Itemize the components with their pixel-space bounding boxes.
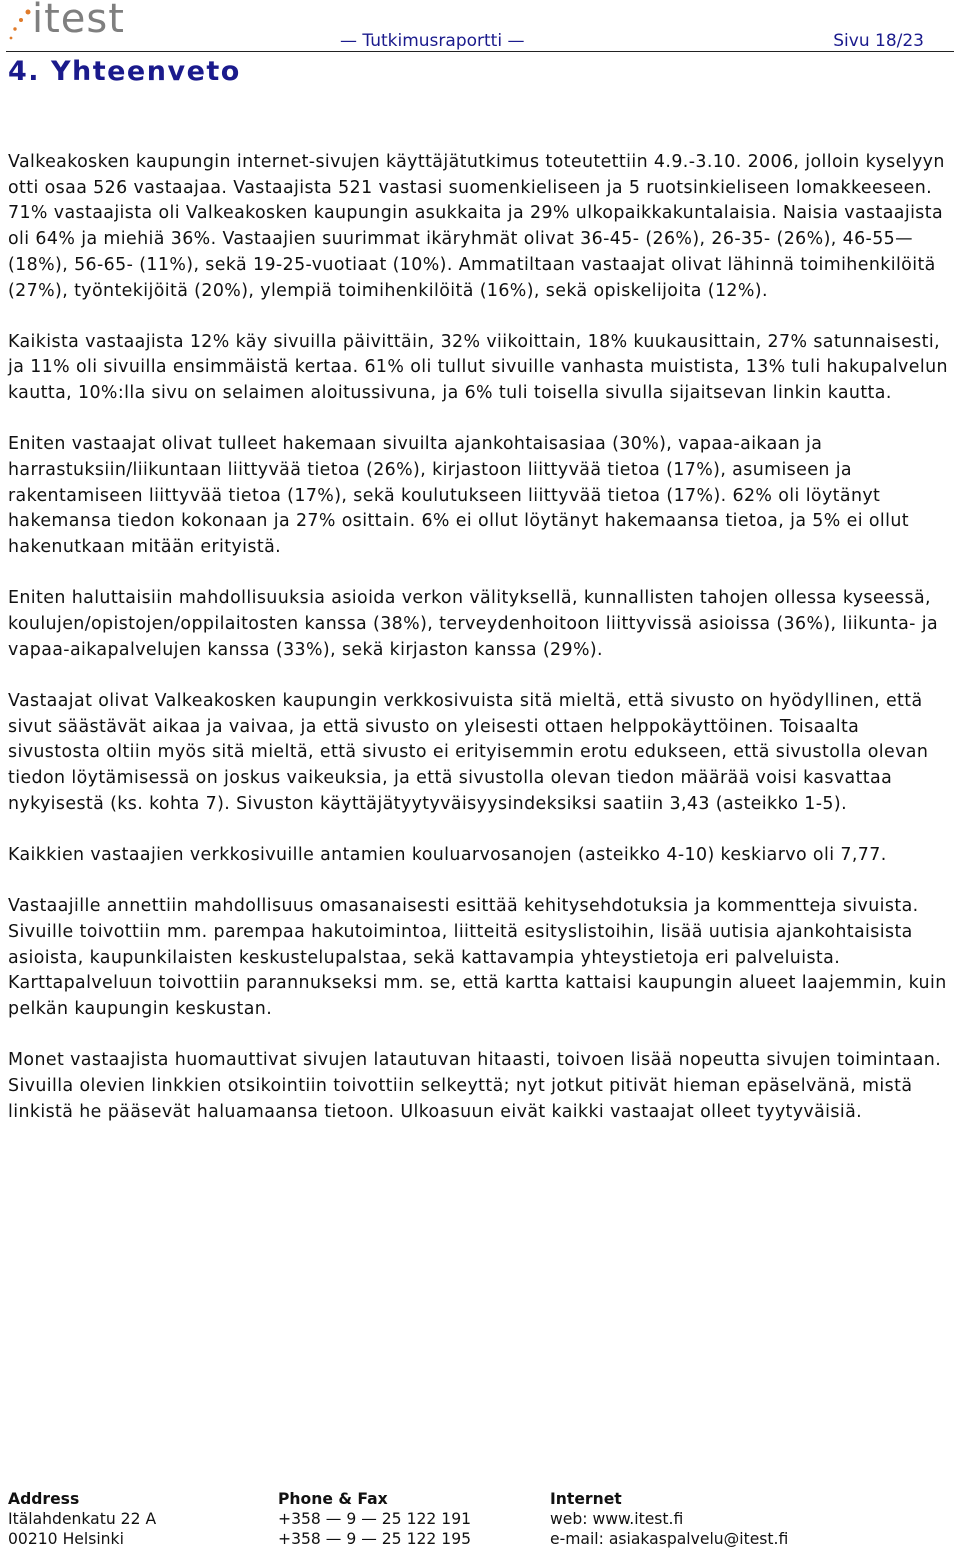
footer-web-link[interactable]: web: www.itest.fi: [550, 1510, 684, 1528]
footer-fax-number: +358 — 9 — 25 122 195: [278, 1530, 472, 1548]
footer-phone-heading: Phone & Fax: [278, 1490, 388, 1508]
footer-city: 00210 Helsinki: [8, 1530, 124, 1548]
footer-internet: [550, 1489, 788, 1549]
logo-text: itest: [32, 0, 125, 42]
paragraph-suggestions: Vastaajille annettiin mahdollisuus omasanaisesti esittää kehitysehdotuksia ja kommentteja sivuista. Sivuille toivottiin mm. parempaa hakutoimintoa, liitteitä esityslistoihin, lisää uutisia ajankohtaisista asioista, kaupunkilaisten keskustelupalstaa, sekä kattavampia yhteystietoja eri palveluista. Karttapalveluun toivottiin parannukseksi mm. se, että kartta kattaisi kaupungin alueet laajemmin, kuin pelkän kaupungin keskustan.: [8, 896, 947, 1019]
footer-phone: [278, 1489, 471, 1549]
logo-swoosh-icon: [6, 8, 34, 46]
footer-email-link[interactable]: e-mail: asiakaspalvelu@itest.fi: [550, 1530, 789, 1548]
paragraph-respondents: Valkeakosken kaupungin internet-sivujen käyttäjätutkimus toteutettiin 4.9.-3.10. 2006, jolloin kyselyyn otti osaa 526 vastaajaa. Vastaajista 521 vastasi suomenkieliseen ja 5 ruotsinkieliseen lomakkeeseen. 71% vastaajista oli Valkeakosken kaupungin asukkaita ja 29% ulkopaikkakuntalaisia. Naisia vastaajista oli 64% ja miehiä 36%. Vastaajien suurimmat ikäryhmät olivat 36-45- (26%), 26-35- (26%), 46-55— (18%), 56-65- (11%), sekä 19-25-vuotiaat (10%). Ammatiltaan vastaajat olivat lähinnä toimihenkilöitä (27%), työntekijöitä (20%), ylempiä toimihenkilöitä (16%), sekä opiskelijoita (12%).: [8, 152, 945, 301]
header-divider: [6, 51, 954, 52]
footer-phone-number: +358 — 9 — 25 122 191: [278, 1510, 472, 1528]
footer-address: [8, 1489, 156, 1549]
page-number: Sivu 18/23: [833, 31, 924, 51]
paragraph-online-services: Eniten haluttaisiin mahdollisuuksia asioida verkon välityksellä, kunnallisten tahojen ollessa kyseessä, koulujen/opistojen/oppilaitosten kanssa (38%), terveydenhoitoon liittyvissä asioissa (36%), liikunta- ja vapaa-aikapalvelujen kanssa (33%), sekä kirjaston kanssa (29%).: [8, 588, 939, 660]
footer-street: Itälahdenkatu 22 A: [8, 1510, 157, 1528]
paragraph-site-opinions: Vastaajat olivat Valkeakosken kaupungin verkkosivuista sitä mieltä, että sivusto on hyödyllinen, että sivut säästävät aikaa ja vaivaa, ja että sivusto on yleisesti ottaen helppokäyttöinen. Toisaalta sivustosta oltiin myös sitä mieltä, että sivusto ei erityisemmin erotu edukseen, että sivustolla olevan tiedon löytämisessä on joskus vaikeuksia, ja että sivustolla olevan tiedon määrää voisi kasvattaa nykyisestä (ks. kohta 7). Sivuston käyttäjätyytyväisyysindeksiksi saatiin 3,43 (asteikko 1-5).: [8, 690, 929, 814]
section-title: 4. Yhteenveto: [8, 56, 241, 87]
paragraph-complaints: Monet vastaajista huomauttivat sivujen latautuvan hitaasti, toivoen lisää nopeutta sivujen toimintaan. Sivuilla olevien linkkien otsikointiin toivottiin selkeyttä; nyt jotkut pitivät hieman epäselvänä, mistä linkistä he pääsevät haluamaansa tietoon. Ulkoasuun eivät kaikki vastaajat olleet tyytyväisiä.: [8, 1050, 942, 1122]
paragraph-grade-average: Kaikkien vastaajien verkkosivuille antamien kouluarvosanojen (asteikko 4-10) keskiarvo oli 7,77.: [8, 844, 887, 865]
paragraph-information-sought: Eniten vastaajat olivat tulleet hakemaan sivuilta ajankohtaisasiaa (30%), vapaa-aikaan ja harrastuksiin/liikuntaan liittyvää tietoa (26%), kirjastoon liittyvää tietoa (17%), asumiseen ja rakentamiseen liittyvää tietoa (17%), sekä koulutukseen liittyvää tietoa (17%). 62% oli löytänyt hakemansa tiedon kokonaan ja 27% osittain. 6% ei ollut löytänyt hakemaansa tietoa, ja 5% ei ollut hakenutkaan mitään erityistä.: [8, 434, 910, 558]
footer-internet-heading: Internet: [550, 1490, 622, 1508]
itest-logo: [6, 0, 136, 46]
document-type-label: — Tutkimusraportti —: [340, 31, 525, 51]
footer-address-heading: Address: [8, 1490, 80, 1508]
paragraph-visit-frequency: Kaikista vastaajista 12% käy sivuilla päivittäin, 32% viikoittain, 18% kuukausittain, 27% satunnaisesti, ja 11% oli sivuilla ensimmäistä kertaa. 61% oli tullut sivuille vanhasta muistista, 13% tuli hakupalvelun kautta, 10%:lla sivu on selaimen aloitussivuna, ja 6% tuli toisella sivulla sijaitsevan linkin kautta.: [8, 331, 948, 404]
summary-body: [8, 150, 948, 1151]
